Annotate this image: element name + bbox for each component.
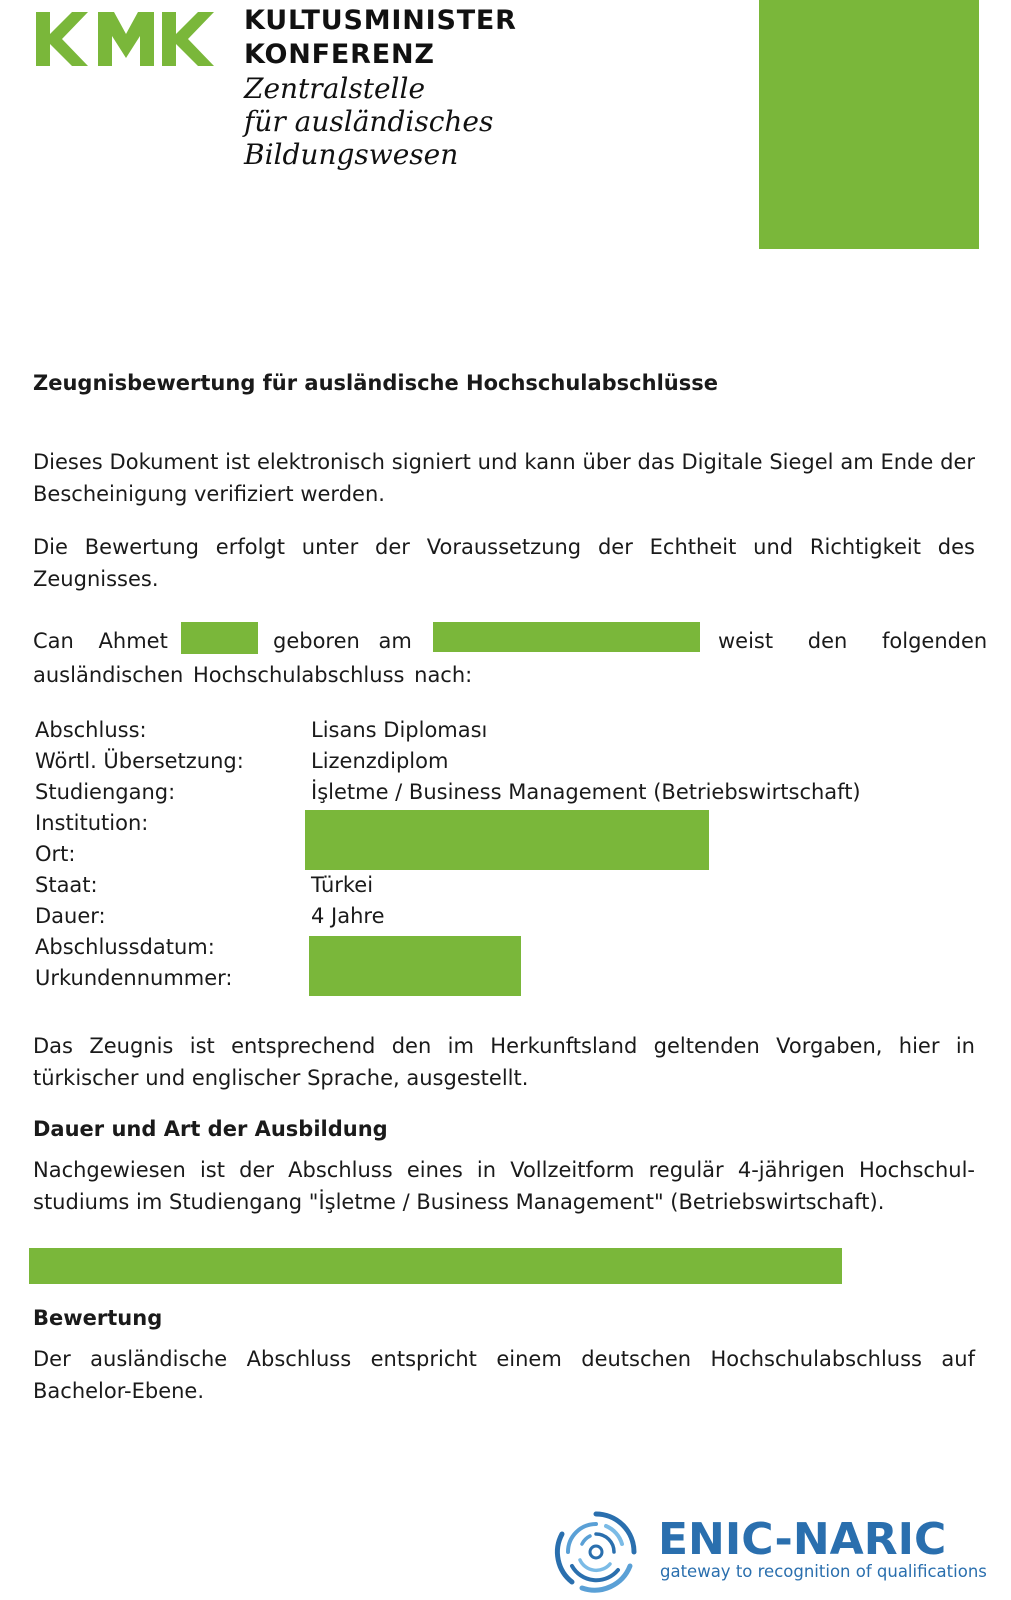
signature-notice: Dieses Dokument ist elektronisch signiert und kann über das Digitale Siegel am Ende der Bescheinigung verifiziert werden. [33, 450, 975, 506]
detail-label: Dauer: [35, 904, 106, 928]
dept-name-line: Zentralstelle [244, 72, 426, 105]
redacted-institution-place [305, 810, 709, 870]
evaluation-heading: Bewertung [33, 1306, 163, 1330]
authenticity-notice: Die Bewertung erfolgt unter der Voraussetzung der Echtheit und Richtigkeit des Zeugnisses. [33, 535, 975, 591]
detail-label: Institution: [35, 811, 149, 835]
detail-label: Abschlussdatum: [35, 935, 215, 959]
org-name-line: KONFERENZ [244, 39, 435, 70]
enic-naric-emblem-icon [552, 1508, 640, 1596]
born-label: geboren am [273, 629, 412, 653]
duration-text: Nachgewiesen ist der Abschluss eines in Vollzeitform regulär 4-jährigen Hochschul-studiums im Studiengang "İşletme / Business Management" (Betriebswirtschaft). [33, 1158, 975, 1214]
detail-label: Ort: [35, 842, 76, 866]
detail-label: Staat: [35, 873, 98, 897]
detail-label: Urkundennummer: [35, 966, 233, 990]
detail-value: Lizenzdiplom [311, 749, 449, 773]
redacted-date-number [309, 936, 521, 996]
kmk-logo [36, 12, 214, 66]
duration-heading: Dauer und Art der Ausbildung [33, 1117, 388, 1141]
detail-value: İşletme / Business Management (Betriebswirtschaft) [311, 780, 861, 804]
enic-naric-title: ENIC-NARIC [658, 1514, 947, 1565]
dept-name-line: Bildungswesen [244, 138, 459, 171]
detail-value: 4 Jahre [311, 904, 385, 928]
org-name-block [244, 4, 517, 171]
proof-text-continued: ausländischen Hochschulabschluss nach: [33, 663, 473, 687]
detail-label: Studiengang: [35, 780, 176, 804]
org-name-line: KULTUSMINISTER [244, 5, 517, 36]
redacted-bar [29, 1248, 842, 1284]
holder-line [33, 626, 988, 656]
issuance-text: Das Zeugnis ist entsprechend den im Herkunftsland geltenden Vorgaben, hier in türkischer und englischer Sprache, ausgestellt. [33, 1034, 975, 1090]
holder-name: Can Ahmet [33, 629, 168, 653]
redacted-surname [181, 622, 258, 654]
detail-label: Wörtl. Übersetzung: [35, 749, 244, 773]
corner-green-block [759, 0, 979, 249]
detail-value: Lisans Diploması [311, 718, 488, 742]
evaluation-text: Der ausländische Abschluss entspricht einem deutschen Hochschulabschluss auf Bachelor-Ebene. [33, 1347, 975, 1403]
proof-text: weist den folgenden [718, 629, 988, 653]
detail-label: Abschluss: [35, 718, 147, 742]
document-title: Zeugnisbewertung für ausländische Hochschulabschlüsse [33, 371, 718, 395]
enic-naric-tagline: gateway to recognition of qualifications [660, 1562, 987, 1581]
redacted-birthdate [433, 622, 700, 652]
detail-value: Türkei [311, 873, 374, 897]
dept-name-line: für ausländisches [244, 105, 494, 138]
